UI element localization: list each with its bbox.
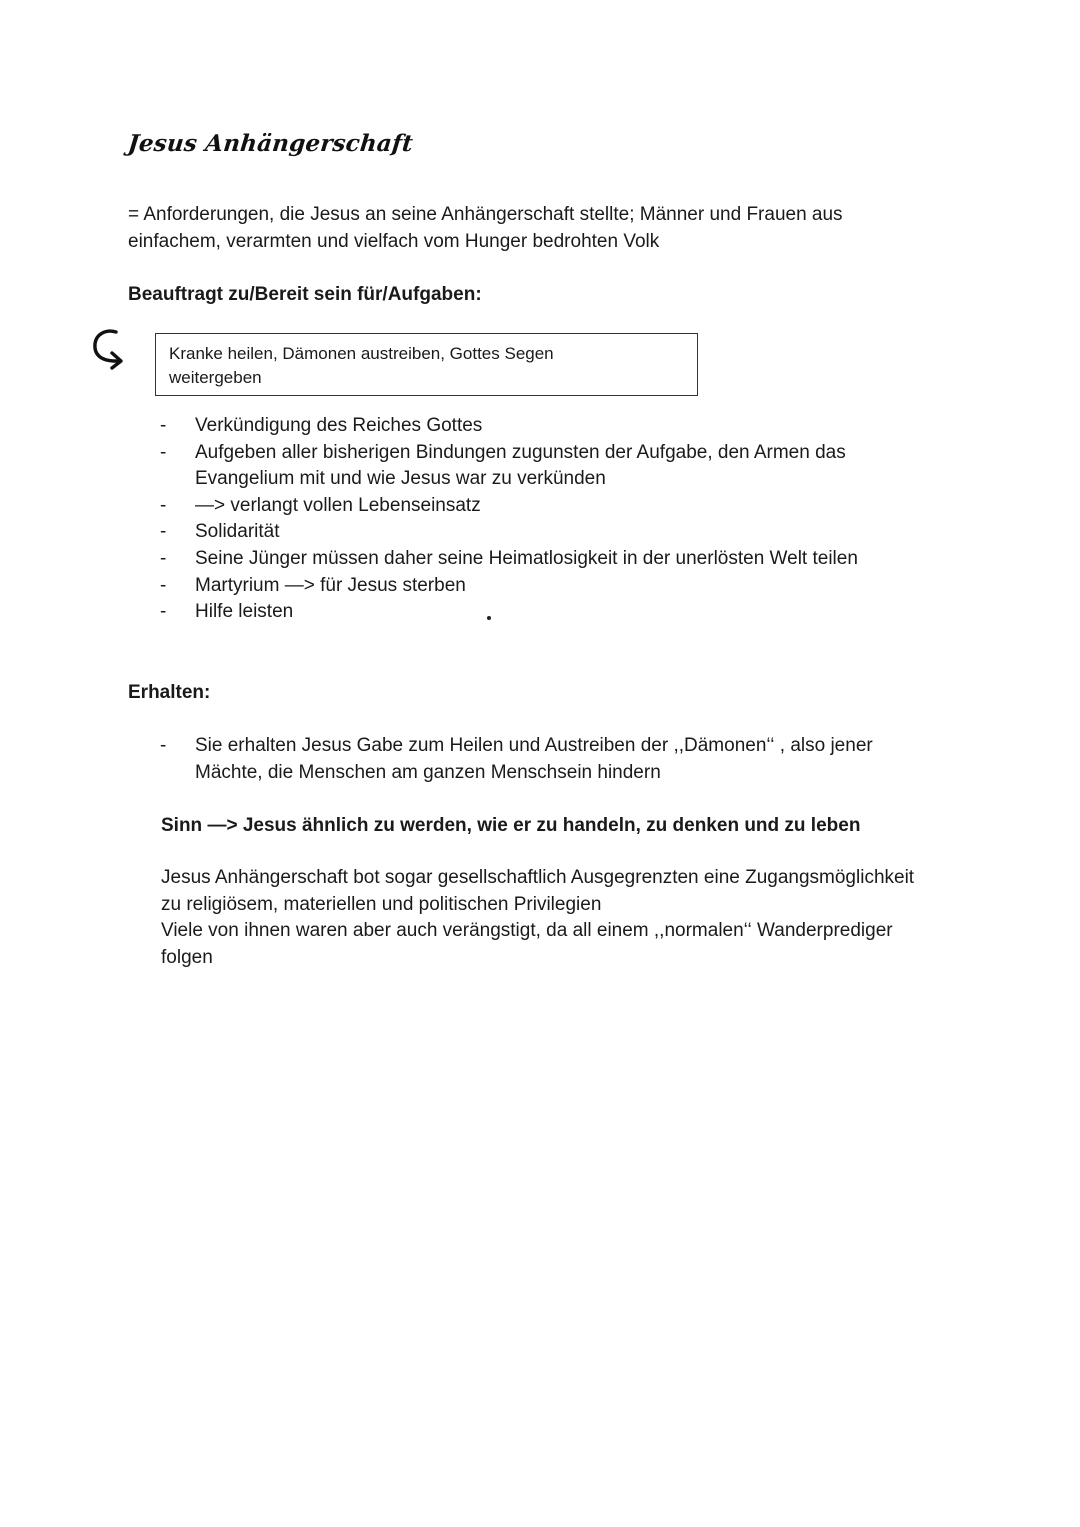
dash-bullet: - [160,735,167,756]
closing-line: Jesus Anhängerschaft bot sogar gesellschaftlich Ausgegrenzten eine Zugangsmöglichkeit [161,867,915,888]
list-item [160,413,920,440]
list-item-line: Evangelium mit und wie Jesus war zu verkünden [195,468,606,490]
list-item-line: Hilfe leisten [195,601,294,623]
list-item-line: Seine Jünger müssen daher seine Heimatlosigkeit in der unerlösten Welt teilen [195,547,858,569]
intro-line: einfachem, verarmten und vielfach vom Hunger bedrohten Volk [128,231,660,252]
list-item [160,493,920,520]
dash-bullet: - [160,574,167,596]
list-item-line: —> verlangt vollen Lebenseinsatz [195,494,481,516]
dash-bullet: - [160,521,167,543]
highlight-box [155,333,698,396]
list-item-line: Solidarität [195,521,280,543]
dash-bullet: - [160,415,167,436]
closing-paragraph [161,865,961,971]
dash-bullet: - [160,601,167,623]
dash-bullet: - [160,547,167,569]
sinn-statement: Sinn —> Jesus ähnlich zu werden, wie er zu handeln, zu denken und zu leben [161,815,861,836]
box-line: weitergeben [169,368,262,387]
dash-bullet: - [160,441,167,463]
list-item-line: Sie erhalten Jesus Gabe zum Heilen und Austreiben der ,,Dämonen‘‘ , also jener [195,735,873,756]
erhalten-list [160,733,920,786]
list-item [160,546,920,573]
list-item [160,440,920,493]
page-title: Jesus Anhängerschaft [126,130,415,157]
list-item-line: Martyrium —> für Jesus sterben [195,574,466,596]
box-line: Kranke heilen, Dämonen austreiben, Gottes Segen [169,344,554,363]
intro-paragraph [128,201,928,255]
intro-line: = Anforderungen, die Jesus an seine Anhängerschaft stellte; Männer und Frauen aus [128,204,843,225]
section-heading-erhalten: Erhalten: [128,682,211,703]
list-item [160,573,920,600]
list-item-line: Verkündigung des Reiches Gottes [195,415,483,436]
closing-line: zu religiösem, materiellen und politischen Privilegien [161,893,602,915]
curved-arrow-icon [86,326,132,372]
list-item [160,519,920,546]
list-item [160,599,920,626]
closing-line: Viele von ihnen waren aber auch verängstigt, da all einem ,,normalen‘‘ Wanderprediger [161,920,893,942]
aufgaben-list [160,413,920,626]
list-item-line: Aufgeben aller bisherigen Bindungen zugunsten der Aufgabe, den Armen das [195,441,846,463]
closing-line: folgen [161,946,213,968]
stray-dot [487,616,491,620]
list-item [160,733,920,786]
list-item-line: Mächte, die Menschen am ganzen Menschsein hindern [195,761,661,783]
section-heading-beauftragt: Beauftragt zu/Bereit sein für/Aufgaben: [128,284,482,305]
dash-bullet: - [160,494,167,516]
